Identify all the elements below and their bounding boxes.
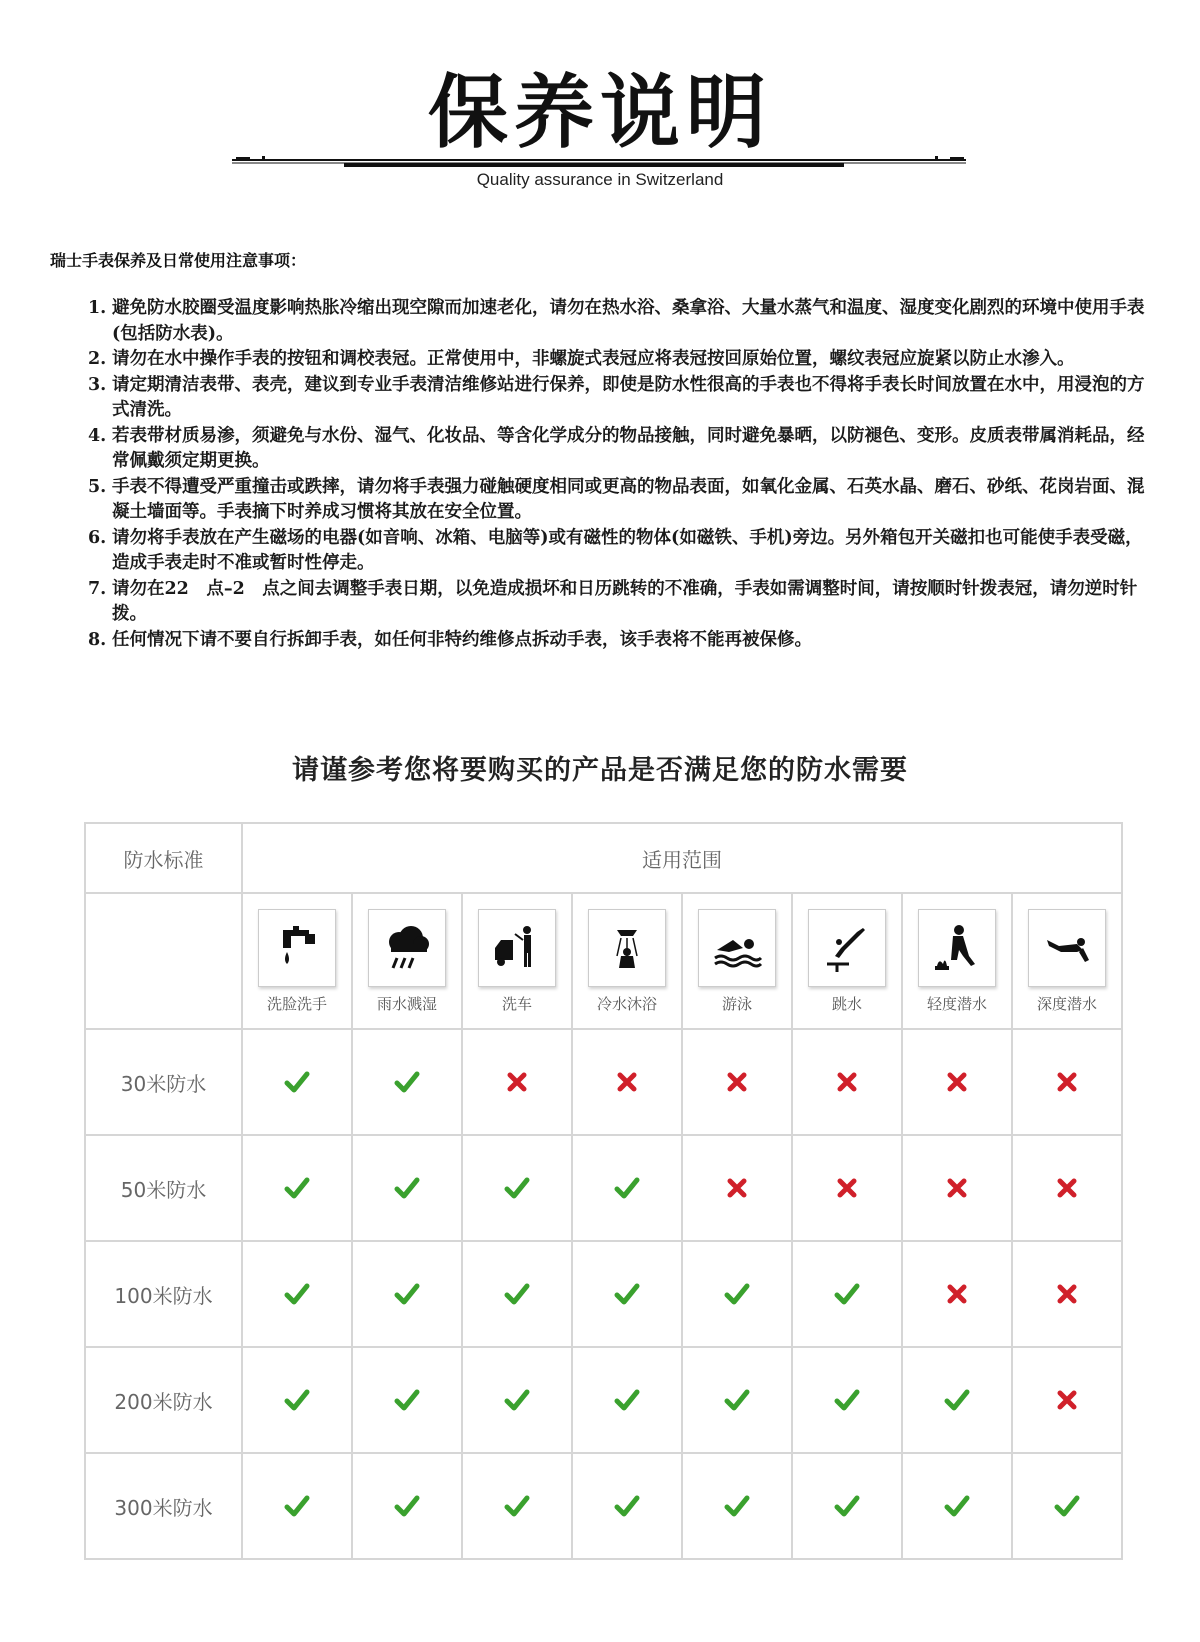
cross-icon xyxy=(504,1069,530,1095)
check-icon xyxy=(504,1175,530,1201)
check-icon xyxy=(944,1493,970,1519)
check-mark-cell xyxy=(1012,1453,1122,1559)
activity-swimming: 游泳 xyxy=(682,893,792,1029)
check-icon xyxy=(394,1493,420,1519)
car-wash-icon xyxy=(489,920,545,976)
check-mark-cell xyxy=(462,1453,572,1559)
cross-mark-cell xyxy=(902,1029,1012,1135)
waterproof-reference-title: 请谨参考您将要购买的产品是否满足您的防水需要 xyxy=(292,755,908,786)
swimmer-icon xyxy=(709,920,765,976)
header-scope: 适用范围 xyxy=(242,823,1122,893)
waterproof-standard: 100米防水 xyxy=(85,1241,242,1347)
check-icon xyxy=(284,1069,310,1095)
check-mark-cell xyxy=(242,1453,352,1559)
waterproof-table xyxy=(84,822,1123,1560)
check-icon xyxy=(944,1387,970,1413)
check-icon xyxy=(724,1281,750,1307)
cross-icon xyxy=(614,1069,640,1095)
activity-car-wash: 洗车 xyxy=(462,893,572,1029)
check-mark-cell xyxy=(572,1241,682,1347)
scuba-icon xyxy=(1039,920,1095,976)
cross-icon xyxy=(1054,1069,1080,1095)
check-icon xyxy=(394,1175,420,1201)
activity-deep-diving: 深度潜水 xyxy=(1012,893,1122,1029)
check-icon xyxy=(724,1493,750,1519)
cross-icon xyxy=(1054,1281,1080,1307)
check-icon xyxy=(834,1493,860,1519)
rain-cloud-icon xyxy=(379,920,435,976)
diver-jump-icon xyxy=(819,920,875,976)
check-icon xyxy=(394,1387,420,1413)
check-mark-cell xyxy=(572,1453,682,1559)
page-title: 保养说明 xyxy=(428,65,772,159)
list-item: 1. 避免防水胶圈受温度影响热胀冷缩出现空隙而加速老化，请勿在热水浴、桑拿浴、大量水蒸气和温度、湿度变化剧烈的环境中使用手表(包括防水表)。 xyxy=(88,298,1145,344)
check-mark-cell xyxy=(242,1029,352,1135)
cross-icon xyxy=(834,1175,860,1201)
cross-mark-cell xyxy=(682,1135,792,1241)
faucet-icon xyxy=(269,920,325,976)
cross-mark-cell xyxy=(682,1029,792,1135)
check-mark-cell xyxy=(462,1347,572,1453)
cross-icon xyxy=(944,1069,970,1095)
check-mark-cell xyxy=(792,1453,902,1559)
shower-icon xyxy=(599,920,655,976)
cross-mark-cell xyxy=(792,1029,902,1135)
list-item: 4. 若表带材质易渗，须避免与水份、湿气、化妆品、等含化学成分的物品接触，同时避免暴晒，以防褪色、变形。皮质表带属消耗品，经常佩戴须定期更换。 xyxy=(88,425,1145,471)
activity-cold-shower: 冷水沐浴 xyxy=(572,893,682,1029)
check-mark-cell xyxy=(792,1241,902,1347)
cross-mark-cell xyxy=(792,1135,902,1241)
check-icon xyxy=(724,1387,750,1413)
care-notes-list xyxy=(88,296,1160,653)
check-icon xyxy=(284,1387,310,1413)
check-icon xyxy=(504,1281,530,1307)
check-mark-cell xyxy=(572,1135,682,1241)
cross-mark-cell xyxy=(572,1029,682,1135)
list-item: 7. 请勿在22 点–2 点之间去调整手表日期，以免造成损坏和日历跳转的不准确，手表如需调整时间，请按顺时针拨表冠，请勿逆时针拨。 xyxy=(88,578,1138,624)
check-icon xyxy=(614,1175,640,1201)
check-icon xyxy=(284,1281,310,1307)
check-icon xyxy=(284,1175,310,1201)
table-row xyxy=(85,1347,1122,1453)
subtitle: Quality assurance in Switzerland xyxy=(476,170,724,189)
activity-light-diving: 轻度潜水 xyxy=(902,893,1012,1029)
list-item: 6. 请勿将手表放在产生磁场的电器(如音响、冰箱、电脑等)或有磁性的物体(如磁铁、手机)旁边。另外箱包开关磁扣也可能使手表受磁，造成手表走时不准或暂时性停走。 xyxy=(88,527,1143,573)
check-icon xyxy=(394,1069,420,1095)
check-mark-cell xyxy=(352,1135,462,1241)
check-icon xyxy=(504,1493,530,1519)
list-item: 8. 任何情况下请不要自行拆卸手表，如任何非特约维修点拆动手表，该手表将不能再被保修。 xyxy=(88,629,812,650)
activity-wash-hands: 洗脸洗手 xyxy=(242,893,352,1029)
activity-rain: 雨水溅湿 xyxy=(352,893,462,1029)
cross-icon xyxy=(834,1069,860,1095)
check-mark-cell xyxy=(352,1029,462,1135)
table-row xyxy=(85,1453,1122,1559)
notice-heading: 瑞士手表保养及日常使用注意事项： xyxy=(50,251,307,270)
check-mark-cell xyxy=(352,1241,462,1347)
check-mark-cell xyxy=(242,1241,352,1347)
cross-icon xyxy=(1054,1387,1080,1413)
check-mark-cell xyxy=(242,1347,352,1453)
table-row xyxy=(85,1241,1122,1347)
cross-mark-cell xyxy=(1012,1347,1122,1453)
check-mark-cell xyxy=(682,1347,792,1453)
waterproof-standard: 30米防水 xyxy=(85,1029,242,1135)
check-mark-cell xyxy=(352,1453,462,1559)
check-mark-cell xyxy=(902,1453,1012,1559)
check-mark-cell xyxy=(462,1135,572,1241)
header-standard: 防水标准 xyxy=(85,823,242,893)
check-mark-cell xyxy=(682,1453,792,1559)
check-icon xyxy=(834,1387,860,1413)
waterproof-standard: 200米防水 xyxy=(85,1347,242,1453)
waterproof-standard: 50米防水 xyxy=(85,1135,242,1241)
waterproof-standard: 300米防水 xyxy=(85,1453,242,1559)
check-icon xyxy=(614,1387,640,1413)
check-mark-cell xyxy=(352,1347,462,1453)
check-mark-cell xyxy=(462,1241,572,1347)
check-icon xyxy=(834,1281,860,1307)
cross-mark-cell xyxy=(462,1029,572,1135)
check-icon xyxy=(284,1493,310,1519)
cross-mark-cell xyxy=(1012,1241,1122,1347)
check-icon xyxy=(614,1281,640,1307)
cross-icon xyxy=(724,1175,750,1201)
list-item: 2. 请勿在水中操作手表的按钮和调校表冠。正常使用中，非螺旋式表冠应将表冠按回原始位置，螺纹表冠应旋紧以防止水渗入。 xyxy=(88,349,1075,369)
cross-icon xyxy=(944,1281,970,1307)
icon-row-blank xyxy=(85,893,242,1029)
table-row xyxy=(85,1135,1122,1241)
activity-diving-jump: 跳水 xyxy=(792,893,902,1029)
check-icon xyxy=(394,1281,420,1307)
check-icon xyxy=(504,1387,530,1413)
cross-mark-cell xyxy=(902,1135,1012,1241)
check-mark-cell xyxy=(792,1347,902,1453)
list-item: 3. 请定期清洁表带、表壳，建议到专业手表清洁维修站进行保养，即使是防水性很高的手表也不得将手表长时间放置在水中，用浸泡的方式清洗。 xyxy=(88,374,1145,420)
cross-icon xyxy=(724,1069,750,1095)
check-mark-cell xyxy=(572,1347,682,1453)
check-icon xyxy=(1054,1493,1080,1519)
check-mark-cell xyxy=(682,1241,792,1347)
table-row xyxy=(85,1029,1122,1135)
cross-mark-cell xyxy=(1012,1029,1122,1135)
check-mark-cell xyxy=(242,1135,352,1241)
cross-icon xyxy=(1054,1175,1080,1201)
list-item: 5. 手表不得遭受严重撞击或跌摔，请勿将手表强力碰触硬度相同或更高的物品表面，如氧化金属、石英水晶、磨石、砂纸、花岗岩面、混凝土墙面等。手表摘下时养成习惯将其放在安全位置。 xyxy=(88,476,1145,522)
check-mark-cell xyxy=(902,1347,1012,1453)
check-icon xyxy=(614,1493,640,1519)
cross-icon xyxy=(944,1175,970,1201)
cross-mark-cell xyxy=(902,1241,1012,1347)
cross-mark-cell xyxy=(1012,1135,1122,1241)
snorkel-icon xyxy=(929,920,985,976)
